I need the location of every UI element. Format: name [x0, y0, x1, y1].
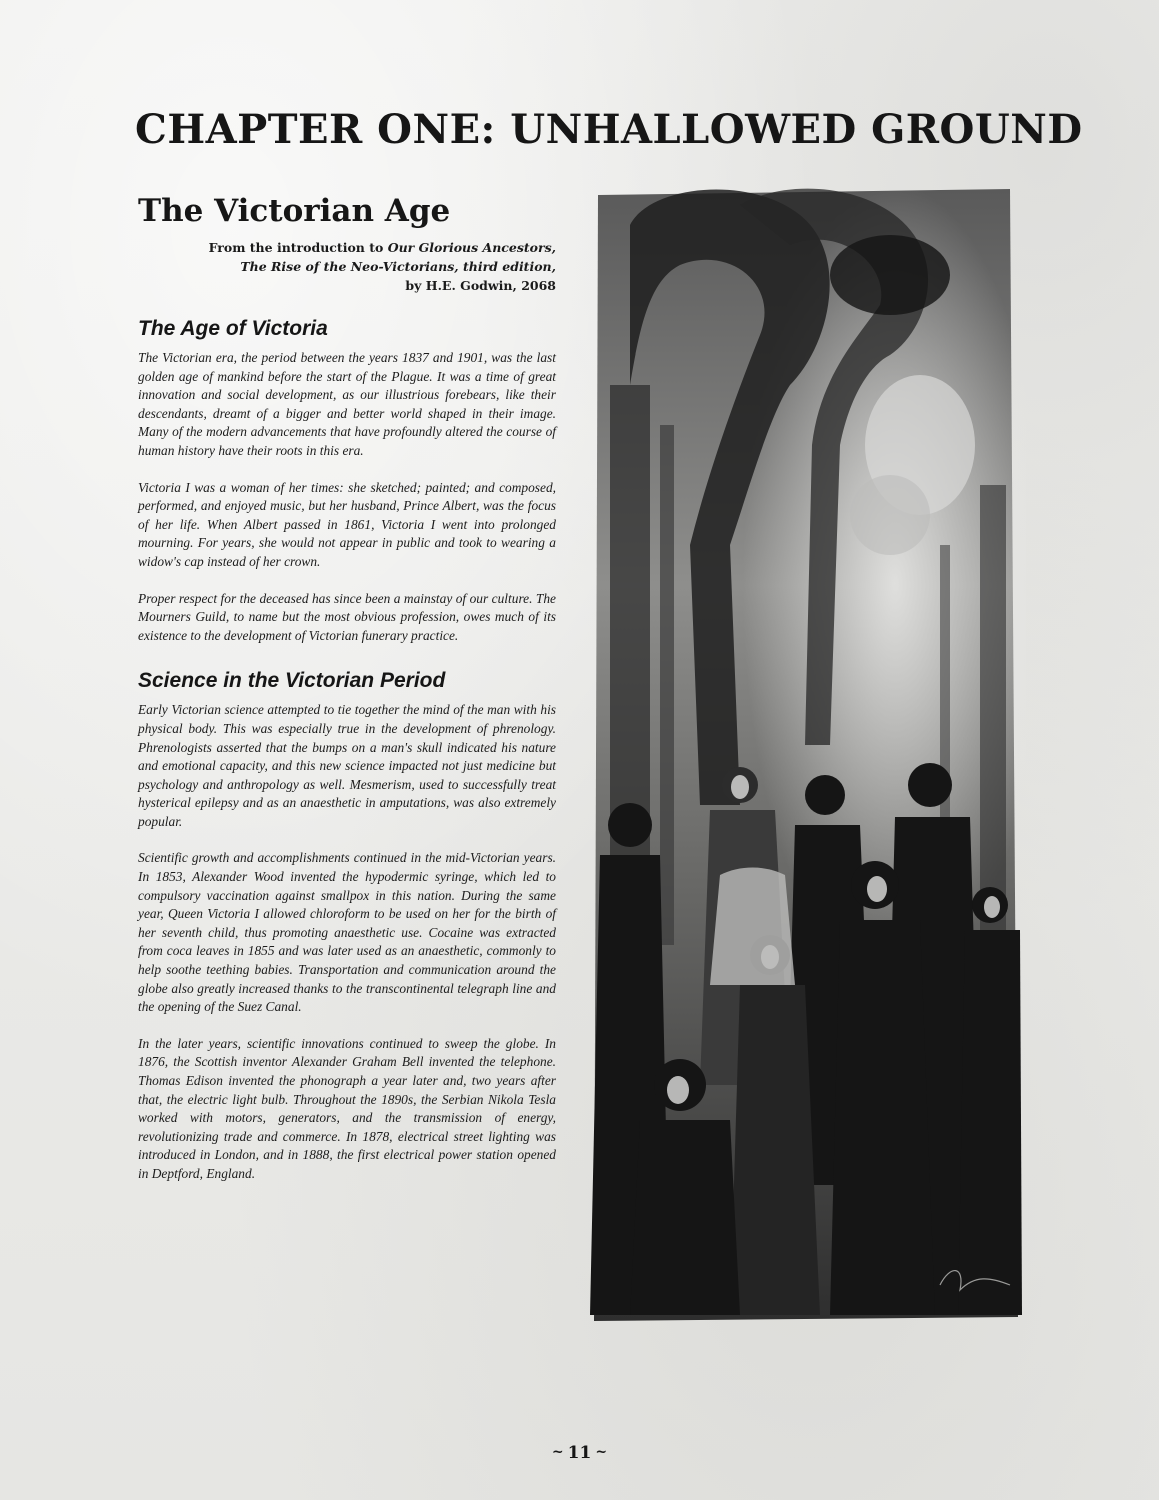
subheading-science-victorian-period: Science in the Victorian Period: [138, 669, 446, 693]
paragraph: The Victorian era, the period between the years 1837 and 1901, was the last golden age of mankind before the start of the Plague. It was a time of great innovation and social development, as our illustrious forebears, like their descendants, dreamt of a bigger and better world shaped in their image. Many of the modern advancements that have profoundly altered the course of human history have their roots in this era.: [138, 350, 556, 458]
attribution-line-1: [138, 238, 556, 257]
paragraph: In the later years, scientific innovations continued to sweep the globe. In 1876, the Scottish inventor Alexander Graham Bell invented the telephone. Thomas Edison invented the phonograph a year later and, two years after that, the electric light bulb. Throughout the 1890s, the Serbian Nikola Tesla worked with motors, generators, and the transmission of energy, revolutionizing trade and commerce. In 1878, electrical street lighting was introduced in London, and in 1888, the first electrical power station opened in Deptford, England.: [138, 1035, 556, 1181]
ballroom-illustration: [590, 185, 1026, 1325]
paragraph: Scientific growth and accomplishments continued in the mid-Victorian years. In 1853, Alexander Wood invented the hypodermic syringe, which led to compulsory vaccination against smallpox in this nation. During the same year, Queen Victoria I allowed chloroform to be used on her for the birth of her seventh child, thus promoting anaesthetic use. Cocaine was extracted from coca leaves in 1855 and was later used as an anaesthetic, commonly to help soothe teething babies. Transportation and communication around the globe also greatly increased thanks to the transcontinental telegraph line and the opening of the Suez Canal.: [138, 850, 556, 1015]
attribution: [138, 238, 556, 295]
page-number: [0, 1440, 1159, 1465]
paragraph: Early Victorian science attempted to tie together the mind of the man with his physical body. This was especially true in the development of phrenology. Phrenologists asserted that the bumps on a man's skull indicated his nature and emotional capacity, and this new science impacted not just medicine but psychology and anthropology as well. Mesmerism, used to successfully treat hysterical epilepsy and as an anaesthetic in amputations, was also extremely popular.: [138, 702, 556, 829]
attribution-subtitle: The Rise of the Neo-Victorians, third edition,: [240, 259, 556, 274]
attribution-byline: by H.E. Godwin, 2068: [405, 278, 556, 293]
flourish-right: ~: [595, 1444, 608, 1460]
attribution-book-title: Our Glorious Ancestors,: [387, 240, 556, 255]
attribution-prefix: From the introduction to: [208, 240, 388, 255]
subheading-age-of-victoria: The Age of Victoria: [138, 317, 328, 340]
paragraph: Proper respect for the deceased has since been a mainstay of our culture. The Mourners Guild, to name but the most obvious profession, owes much of its existence to the development of Victorian funerary practice.: [138, 590, 556, 643]
page-number-text: 11: [567, 1443, 592, 1463]
attribution-line-2: [138, 257, 556, 276]
text-column: [138, 186, 556, 1202]
flourish-left: ~: [551, 1444, 564, 1460]
chapter-title: CHAPTER ONE: UNHALLOWED GROUND: [135, 106, 1083, 153]
paragraph: Victoria I was a woman of her times: she sketched; painted; and composed, performed, and enjoyed music, but her husband, Prince Albert, was the focus of her life. When Albert passed in 1861, Victoria I went into prolonged mourning. For years, she would not appear in public and took to wearing a widow's cap instead of her crown.: [138, 479, 556, 569]
section-title: The Victorian Age: [138, 193, 451, 229]
